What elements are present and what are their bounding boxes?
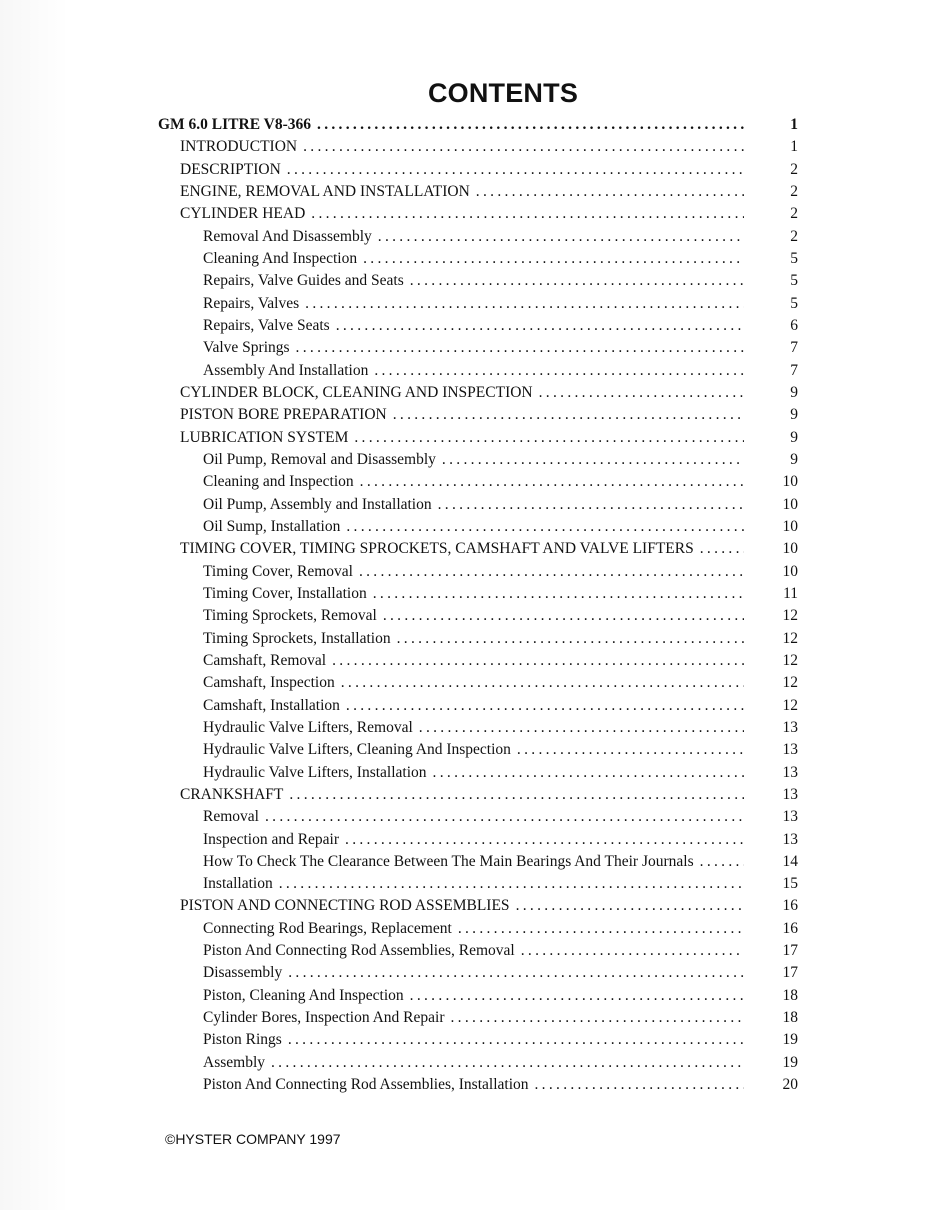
- toc-entry[interactable]: [158, 382, 798, 404]
- toc-entry-page: 10: [782, 473, 798, 491]
- dot-leader: [700, 851, 744, 873]
- dot-leader: [458, 918, 744, 940]
- toc-entry[interactable]: [158, 248, 798, 270]
- toc-entry-page: 12: [782, 607, 798, 625]
- dot-leader: [288, 962, 744, 984]
- page-title: CONTENTS: [427, 78, 579, 109]
- dot-leader: [451, 1007, 745, 1029]
- toc-entry[interactable]: [158, 471, 798, 493]
- toc-entry[interactable]: [158, 270, 798, 292]
- toc-entry-page: 9: [790, 428, 798, 446]
- dot-leader: [289, 784, 744, 806]
- toc-entry-page: 2: [790, 160, 798, 178]
- toc-entry[interactable]: [158, 628, 798, 650]
- toc-entry[interactable]: [158, 739, 798, 761]
- toc-entry[interactable]: [158, 538, 798, 560]
- dot-leader: [438, 494, 744, 516]
- toc-entry-label: PISTON BORE PREPARATION: [180, 404, 393, 426]
- toc-entry-page: 10: [782, 540, 798, 558]
- toc-entry-label: Cylinder Bores, Inspection And Repair: [203, 1007, 451, 1029]
- dot-leader: [287, 159, 744, 181]
- toc-entry[interactable]: [158, 851, 798, 873]
- toc-entry[interactable]: [158, 1007, 798, 1029]
- toc-entry-page: 17: [782, 942, 798, 960]
- toc-entry-page: 11: [783, 584, 798, 602]
- toc-entry-label: Piston Rings: [203, 1029, 288, 1051]
- toc-entry[interactable]: [158, 918, 798, 940]
- dot-leader: [374, 360, 744, 382]
- dot-leader: [410, 270, 744, 292]
- dot-leader: [410, 985, 744, 1007]
- toc-entry-page: 10: [782, 495, 798, 513]
- toc-entry-label: CYLINDER BLOCK, CLEANING AND INSPECTION: [180, 382, 539, 404]
- toc-entry-page: 1: [790, 138, 798, 156]
- toc-entry-page: 13: [782, 763, 798, 781]
- toc-entry-label: Installation: [203, 873, 279, 895]
- toc-entry-label: Repairs, Valve Seats: [203, 315, 336, 337]
- toc-entry-page: 18: [782, 986, 798, 1004]
- toc-entry-label: Timing Cover, Removal: [203, 561, 359, 583]
- toc-entry-page: 9: [790, 383, 798, 401]
- toc-entry-page: 5: [790, 249, 798, 267]
- toc-entry[interactable]: [158, 1052, 798, 1074]
- dot-leader: [346, 695, 744, 717]
- toc-entry-label: Repairs, Valves: [203, 293, 305, 315]
- toc-entry-label: Removal: [203, 806, 265, 828]
- dot-leader: [373, 583, 744, 605]
- toc-entry-label: Assembly And Installation: [203, 360, 374, 382]
- dot-leader: [303, 136, 744, 158]
- toc-entry-page: 10: [782, 517, 798, 535]
- toc-entry[interactable]: [158, 337, 798, 359]
- toc-entry-label: Oil Pump, Removal and Disassembly: [203, 449, 442, 471]
- dot-leader: [332, 650, 744, 672]
- toc-entry-page: 12: [782, 674, 798, 692]
- toc-entry-label: TIMING COVER, TIMING SPROCKETS, CAMSHAFT AND VALVE LIFTERS: [180, 538, 700, 560]
- toc-entry[interactable]: [158, 985, 798, 1007]
- toc-entry-page: 13: [782, 785, 798, 803]
- table-of-contents: [158, 114, 798, 1096]
- toc-entry-label: Repairs, Valve Guides and Seats: [203, 270, 410, 292]
- dot-leader: [517, 739, 744, 761]
- toc-entry-label: ENGINE, REMOVAL AND INSTALLATION: [180, 181, 476, 203]
- dot-leader: [360, 471, 744, 493]
- toc-entry[interactable]: [158, 494, 798, 516]
- dot-leader: [271, 1052, 744, 1074]
- toc-entry-page: 7: [790, 361, 798, 379]
- dot-leader: [317, 114, 744, 136]
- toc-entry[interactable]: [158, 561, 798, 583]
- toc-entry-label: Removal And Disassembly: [203, 226, 378, 248]
- toc-entry-label: Inspection and Repair: [203, 829, 345, 851]
- toc-entry-page: 13: [782, 830, 798, 848]
- toc-entry-label: Disassembly: [203, 962, 288, 984]
- toc-entry[interactable]: [158, 717, 798, 739]
- dot-leader: [363, 248, 744, 270]
- toc-entry-page: 17: [782, 964, 798, 982]
- toc-entry[interactable]: [158, 181, 798, 203]
- dot-leader: [279, 873, 744, 895]
- dot-leader: [700, 538, 744, 560]
- dot-leader: [265, 806, 744, 828]
- toc-entry[interactable]: [158, 1029, 798, 1051]
- toc-entry-label: Cleaning and Inspection: [203, 471, 360, 493]
- toc-entry-label: Valve Springs: [203, 337, 296, 359]
- toc-entry-label: INTRODUCTION: [180, 136, 303, 158]
- toc-entry-page: 2: [790, 182, 798, 200]
- toc-entry-page: 5: [790, 272, 798, 290]
- toc-entry[interactable]: [158, 114, 798, 136]
- dot-leader: [393, 404, 744, 426]
- toc-entry[interactable]: [158, 516, 798, 538]
- toc-entry-label: LUBRICATION SYSTEM: [180, 427, 354, 449]
- toc-entry-page: 5: [790, 294, 798, 312]
- dot-leader: [359, 561, 744, 583]
- toc-entry-label: Timing Cover, Installation: [203, 583, 373, 605]
- toc-entry[interactable]: [158, 895, 798, 917]
- toc-entry-label: Camshaft, Installation: [203, 695, 346, 717]
- dot-leader: [419, 717, 744, 739]
- toc-entry[interactable]: [158, 427, 798, 449]
- toc-entry[interactable]: [158, 762, 798, 784]
- dot-leader: [535, 1074, 745, 1096]
- toc-entry[interactable]: [158, 226, 798, 248]
- toc-entry-page: 19: [782, 1031, 798, 1049]
- toc-entry-label: Connecting Rod Bearings, Replacement: [203, 918, 458, 940]
- toc-entry-label: How To Check The Clearance Between The Main Bearings And Their Journals: [203, 851, 700, 873]
- dot-leader: [378, 226, 744, 248]
- dot-leader: [341, 672, 744, 694]
- toc-entry-page: 1: [790, 116, 798, 133]
- dot-leader: [521, 940, 744, 962]
- toc-entry-page: 6: [790, 316, 798, 334]
- toc-entry[interactable]: [158, 940, 798, 962]
- toc-entry[interactable]: [158, 672, 798, 694]
- dot-leader: [433, 762, 744, 784]
- dot-leader: [476, 181, 744, 203]
- dot-leader: [305, 293, 744, 315]
- toc-entry-page: 20: [782, 1076, 798, 1094]
- toc-entry[interactable]: [158, 1074, 798, 1096]
- toc-entry-page: 16: [782, 919, 798, 937]
- toc-entry-label: Piston And Connecting Rod Assemblies, Installation: [203, 1074, 535, 1096]
- dot-leader: [397, 628, 744, 650]
- dot-leader: [296, 337, 744, 359]
- toc-entry[interactable]: [158, 404, 798, 426]
- dot-leader: [345, 829, 744, 851]
- dot-leader: [311, 203, 744, 225]
- toc-entry[interactable]: [158, 695, 798, 717]
- toc-entry-page: 12: [782, 696, 798, 714]
- toc-entry-label: Oil Pump, Assembly and Installation: [203, 494, 438, 516]
- toc-entry[interactable]: [158, 203, 798, 225]
- toc-entry-page: 7: [790, 339, 798, 357]
- toc-entry[interactable]: [158, 806, 798, 828]
- toc-entry-page: 2: [790, 205, 798, 223]
- toc-entry[interactable]: [158, 962, 798, 984]
- dot-leader: [346, 516, 744, 538]
- toc-entry-page: 16: [782, 897, 798, 915]
- toc-entry-page: 9: [790, 450, 798, 468]
- toc-entry-label: Hydraulic Valve Lifters, Installation: [203, 762, 433, 784]
- scan-margin-shading: [0, 0, 70, 1210]
- toc-entry-label: Camshaft, Removal: [203, 650, 332, 672]
- toc-entry[interactable]: [158, 293, 798, 315]
- dot-leader: [442, 449, 744, 471]
- toc-entry[interactable]: [158, 449, 798, 471]
- toc-entry-label: GM 6.0 LITRE V8-366: [158, 114, 317, 136]
- toc-entry[interactable]: [158, 315, 798, 337]
- toc-entry-label: Oil Sump, Installation: [203, 516, 346, 538]
- toc-entry-label: Piston, Cleaning And Inspection: [203, 985, 410, 1007]
- toc-entry-label: DESCRIPTION: [180, 159, 287, 181]
- toc-entry[interactable]: [158, 650, 798, 672]
- toc-entry[interactable]: [158, 136, 798, 158]
- dot-leader: [516, 895, 744, 917]
- toc-entry-page: 12: [782, 629, 798, 647]
- dot-leader: [354, 427, 744, 449]
- toc-entry-page: 13: [782, 808, 798, 826]
- toc-entry[interactable]: [158, 605, 798, 627]
- toc-entry-page: 18: [782, 1009, 798, 1027]
- toc-entry-label: Camshaft, Inspection: [203, 672, 341, 694]
- toc-entry[interactable]: [158, 829, 798, 851]
- toc-entry-label: Timing Sprockets, Removal: [203, 605, 383, 627]
- toc-entry-label: Hydraulic Valve Lifters, Removal: [203, 717, 419, 739]
- toc-entry-page: 2: [790, 227, 798, 245]
- dot-leader: [288, 1029, 744, 1051]
- toc-entry-label: Assembly: [203, 1052, 271, 1074]
- toc-entry[interactable]: [158, 873, 798, 895]
- dot-leader: [383, 605, 744, 627]
- toc-entry-label: Cleaning And Inspection: [203, 248, 363, 270]
- toc-entry-label: PISTON AND CONNECTING ROD ASSEMBLIES: [180, 895, 516, 917]
- toc-entry-page: 14: [782, 852, 798, 870]
- toc-entry-page: 9: [790, 406, 798, 424]
- toc-entry[interactable]: [158, 784, 798, 806]
- toc-entry-label: CRANKSHAFT: [180, 784, 289, 806]
- toc-entry-label: Timing Sprockets, Installation: [203, 628, 397, 650]
- toc-entry-page: 15: [782, 875, 798, 893]
- toc-entry-label: Piston And Connecting Rod Assemblies, Removal: [203, 940, 521, 962]
- toc-entry-page: 12: [782, 651, 798, 669]
- toc-entry-page: 10: [782, 562, 798, 580]
- toc-entry[interactable]: [158, 583, 798, 605]
- toc-entry-page: 19: [782, 1053, 798, 1071]
- toc-entry[interactable]: [158, 159, 798, 181]
- dot-leader: [539, 382, 744, 404]
- toc-entry-label: CYLINDER HEAD: [180, 203, 311, 225]
- dot-leader: [336, 315, 744, 337]
- copyright-footer: ©HYSTER COMPANY 1997: [165, 1131, 341, 1147]
- toc-entry[interactable]: [158, 360, 798, 382]
- toc-entry-page: 13: [782, 741, 798, 759]
- toc-entry-label: Hydraulic Valve Lifters, Cleaning And Inspection: [203, 739, 517, 761]
- toc-entry-page: 13: [782, 718, 798, 736]
